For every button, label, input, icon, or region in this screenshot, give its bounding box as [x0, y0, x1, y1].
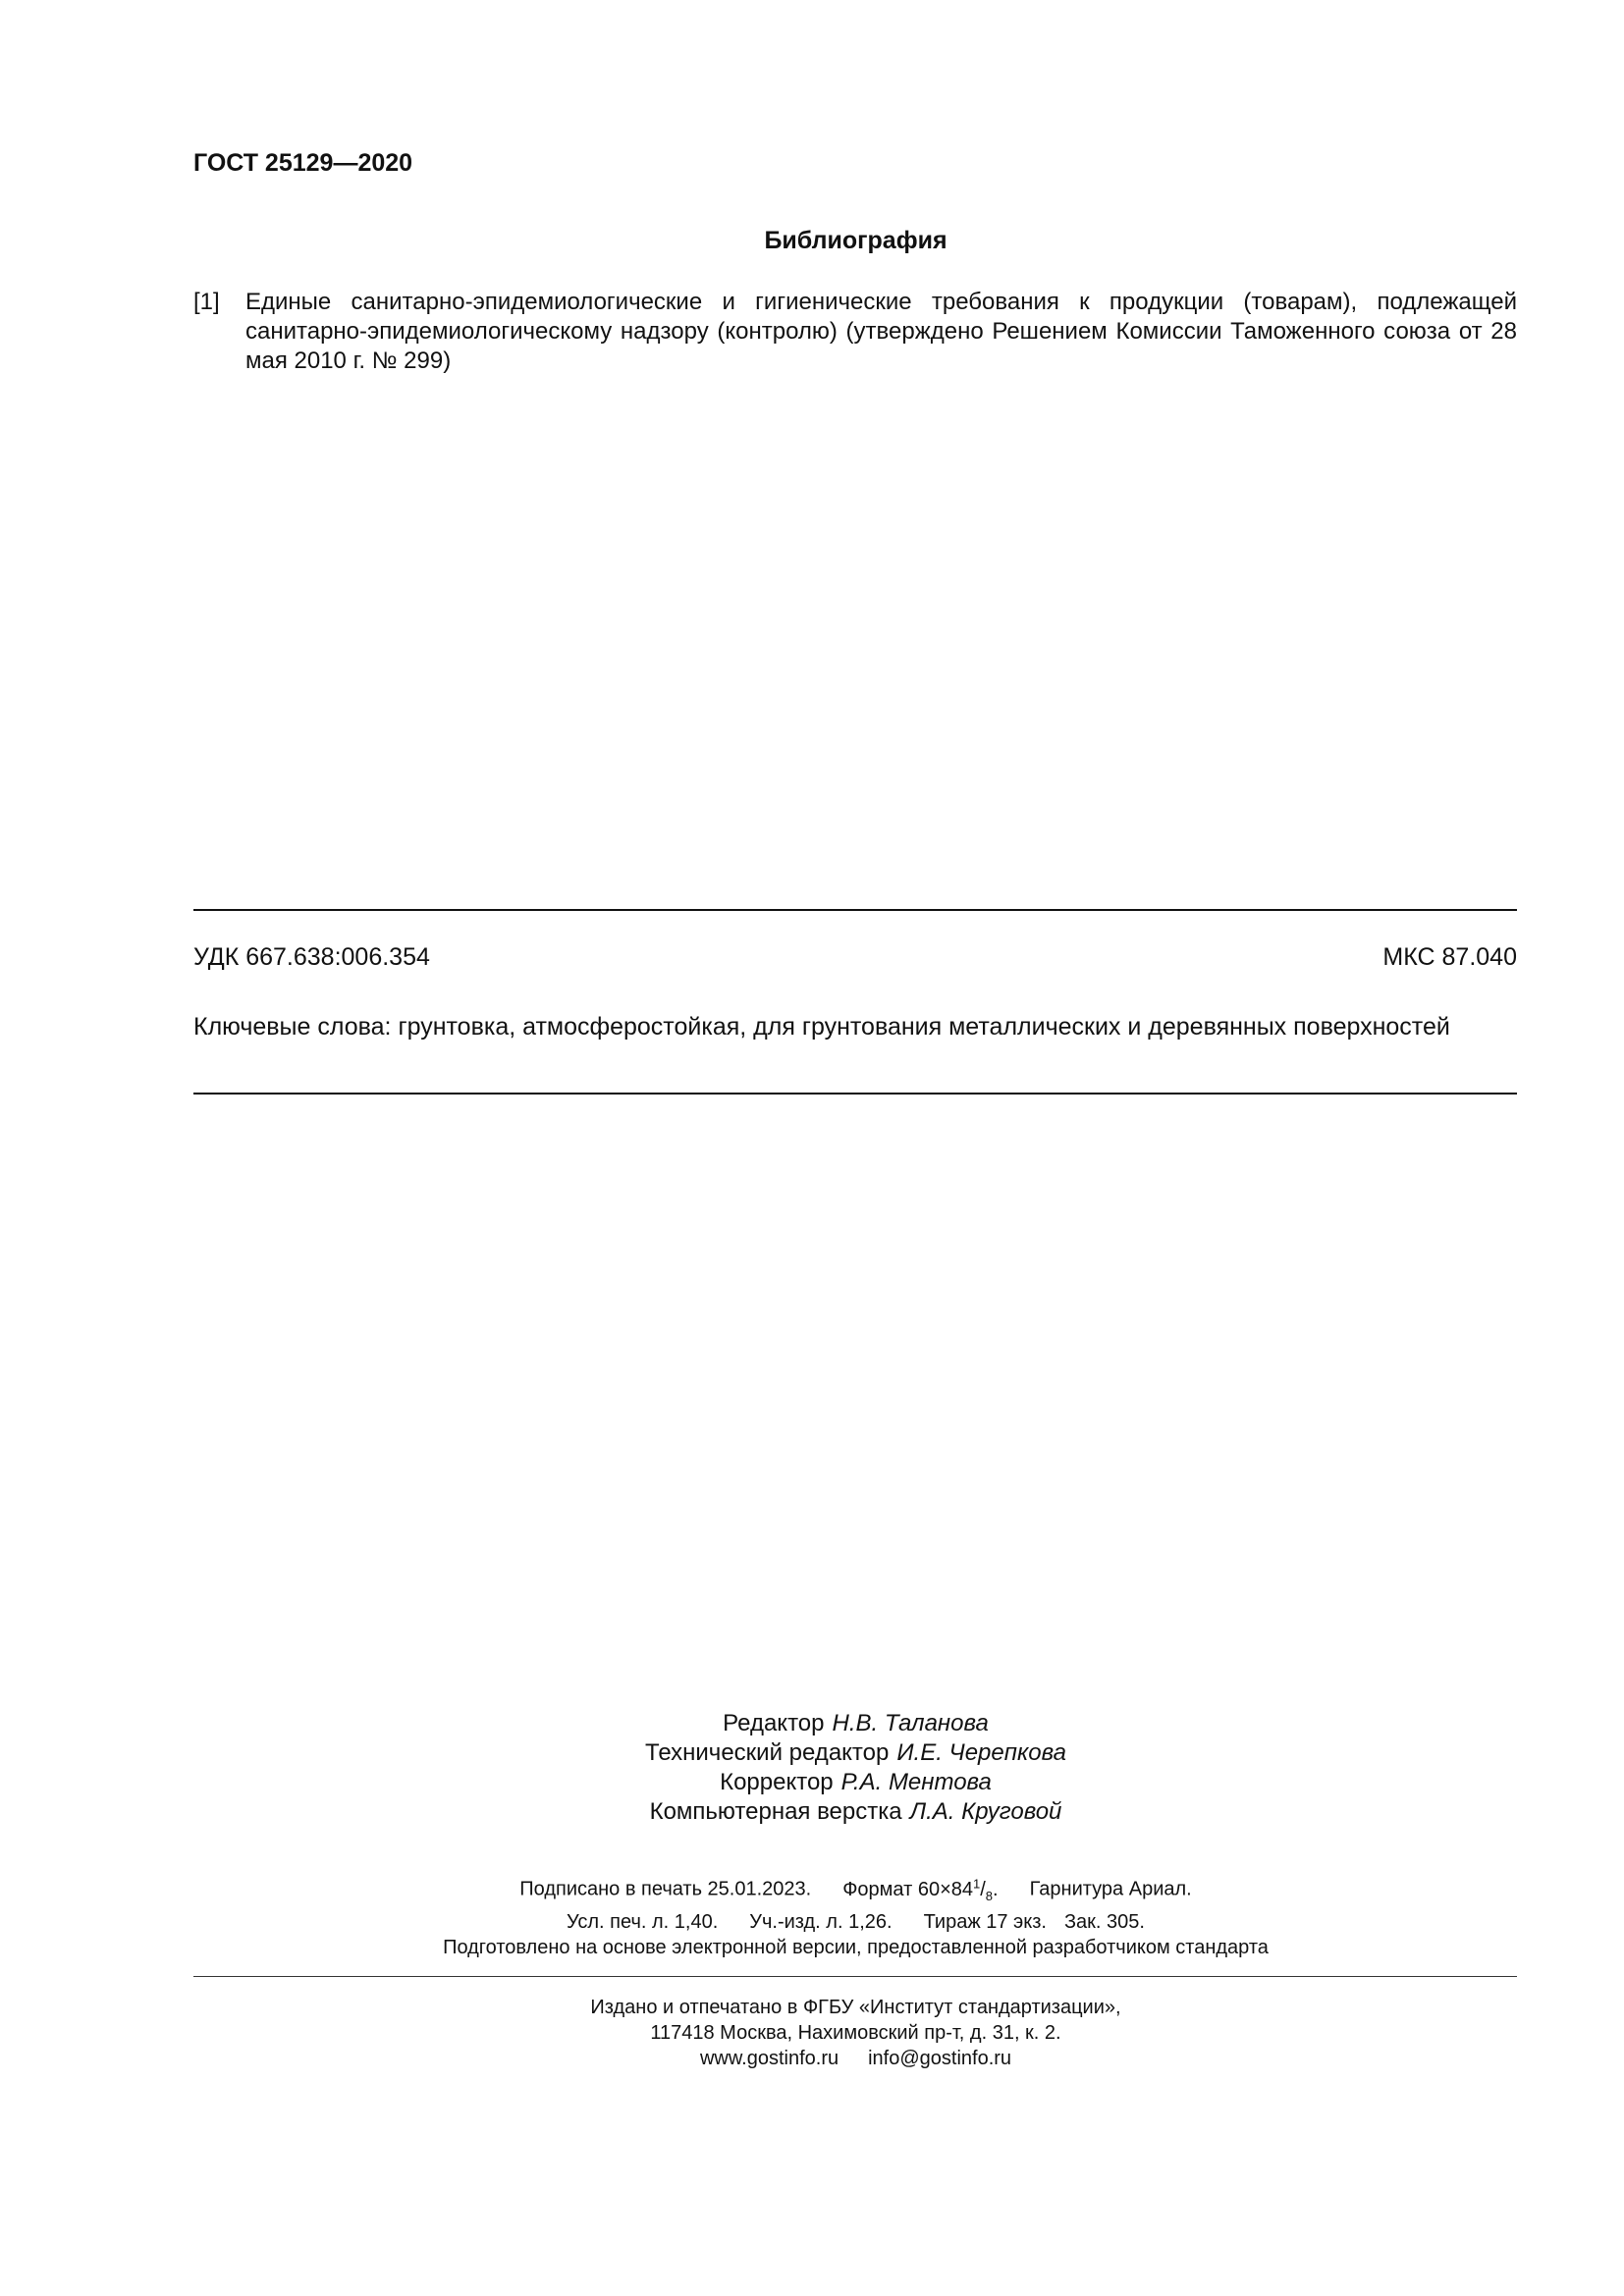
editor-role: Редактор — [723, 1710, 825, 1736]
print-info-line-2 — [0, 1909, 1624, 1935]
website-link[interactable]: www.gostinfo.ru — [699, 2048, 839, 2069]
signed-date: Подписано в печать 25.01.2023. — [519, 1878, 812, 1900]
uch-izd: Уч.-изд. л. 1,26. — [749, 1910, 893, 1933]
bibliography-item-text: Единые санитарно-эпидемиологические и гигиенические требования к продукции (товарам), подлежащей санитарно-эпидемиологическому надзору (контролю) (утверждено Решением Комиссии Таможенного союза от 28 мая 2010 г. № 299) — [245, 289, 1517, 374]
format: Формат $60\times 84^1/_8$. — [842, 1876, 999, 1903]
mks-code: МКС 87.040 — [1382, 943, 1517, 971]
email-link[interactable]: info@gostinfo.ru — [868, 2048, 1012, 2069]
tech-editor-role: Технический редактор — [645, 1739, 890, 1766]
publisher-info — [0, 1995, 1624, 2071]
tirazh: Тираж 17 экз. — [923, 1910, 1047, 1933]
layout-name: Л.А. Круговой — [909, 1798, 1062, 1825]
top-divider — [193, 909, 1517, 911]
prepared-note: Подготовлено на основе электронной версии, предоставленной разработчиком стандарта — [443, 1936, 1269, 1958]
bibliography-title: Библиография — [764, 227, 947, 254]
usl-pech: Усл. печ. л. 1,40. — [567, 1910, 719, 1933]
layout-line — [0, 1797, 1624, 1827]
staff-credits — [0, 1709, 1624, 1827]
bottom-divider — [193, 1093, 1517, 1095]
tech-editor-line — [0, 1738, 1624, 1768]
udk-code: УДК 667.638:006.354 — [193, 943, 430, 971]
publisher-divider — [193, 1976, 1517, 1977]
proofreader-role: Корректор — [720, 1769, 834, 1795]
proofreader-line — [0, 1768, 1624, 1797]
publisher-line-1: Издано и отпечатано в ФГБУ «Институт стандартизации», — [590, 1997, 1121, 2018]
bibliography-item — [193, 288, 1517, 376]
zak: Зак. 305. — [1063, 1910, 1145, 1933]
keywords: Ключевые слова: грунтовка, атмосферостойкая, для грунтования металлических и деревянных поверхностей — [193, 1013, 1450, 1041]
layout-role: Компьютерная верстка — [649, 1798, 902, 1825]
document-code: ГОСТ 25129—2020 — [193, 149, 413, 177]
print-info — [0, 1871, 1624, 1960]
tech-editor-name: И.Е. Черепкова — [896, 1739, 1066, 1766]
bibliography-item-number: [1] — [193, 289, 220, 315]
typeface: Гарнитура Ариал. — [1029, 1878, 1192, 1900]
editor-name: Н.В. Таланова — [832, 1710, 989, 1736]
publisher-address: 117418 Москва, Нахимовский пр-т, д. 31, к. 2. — [650, 2022, 1061, 2044]
editor-line — [0, 1709, 1624, 1738]
print-info-line-1 — [0, 1871, 1624, 1909]
proofreader-name: Р.А. Ментова — [840, 1769, 992, 1795]
publisher-contacts — [0, 2046, 1624, 2071]
